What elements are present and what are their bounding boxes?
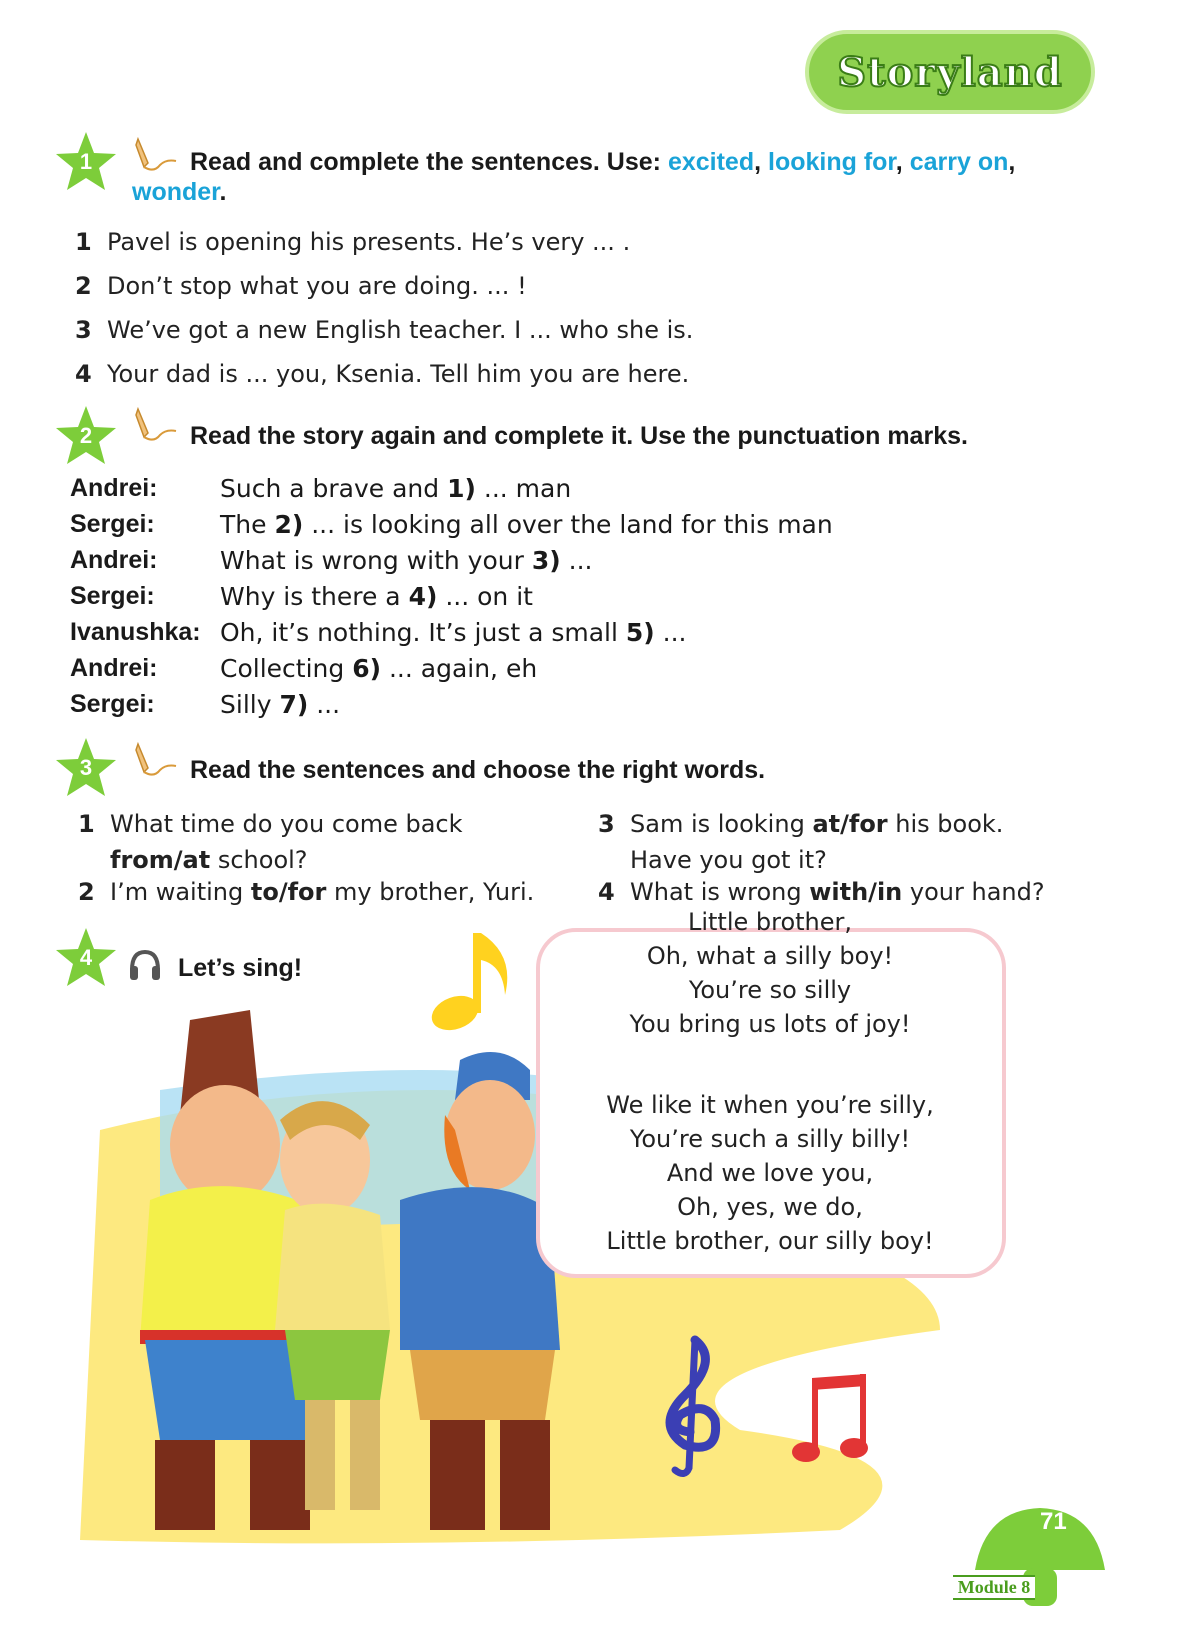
- headphones-icon: [128, 948, 162, 982]
- exercise-number: 4: [79, 945, 93, 970]
- characters-illustration: [60, 1000, 580, 1560]
- song-line: And we love you,: [666, 1159, 874, 1187]
- music-note-icon: [790, 1370, 880, 1470]
- exercise-number: 2: [79, 423, 93, 448]
- dialogue-line: Sergei: The 2) ... is looking all over the land for this man: [70, 510, 833, 539]
- word-wonder: wonder: [132, 178, 220, 206]
- exercise-2-star-icon: [54, 404, 118, 468]
- song-verse-1: [560, 905, 980, 1041]
- list-item: 1 What time do you come back from/at school?: [78, 810, 463, 874]
- song-line: Little brother, our silly boy!: [606, 1227, 934, 1255]
- storyland-badge: [805, 30, 1095, 114]
- song-line: You’re such a silly billy!: [629, 1125, 911, 1153]
- song-line: Oh, yes, we do,: [677, 1193, 863, 1221]
- exercise-2-instruction: Read the story again and complete it. Use the punctuation marks.: [190, 422, 968, 450]
- exercise-1-instruction-cont: wonder.: [132, 178, 227, 206]
- module-label: Module 8: [953, 1575, 1035, 1600]
- list-item: 1 Pavel is opening his presents. He’s very ... .: [75, 228, 631, 256]
- pen-icon: [130, 740, 180, 780]
- list-item: 2 Don’t stop what you are doing. ... !: [75, 272, 527, 300]
- list-item: 3 We’ve got a new English teacher. I ... who she is.: [75, 316, 694, 344]
- pen-icon: [130, 405, 180, 445]
- exercise-1-instruction: Read and complete the sentences. Use: excited, looking for, carry on,: [190, 148, 1016, 176]
- song-verse-2: [560, 1088, 980, 1258]
- exercise-number: 1: [79, 149, 93, 174]
- word-excited: excited: [667, 148, 755, 176]
- list-item: 4 Your dad is ... you, Ksenia. Tell him you are here.: [75, 360, 690, 388]
- word-looking-for: looking for: [768, 148, 896, 176]
- exercise-4-instruction: Let’s sing!: [178, 954, 303, 982]
- exercise-number: 3: [79, 755, 93, 780]
- section-title: Storyland: [837, 48, 1063, 96]
- dialogue-line: Sergei: Silly 7) ...: [70, 690, 341, 719]
- page-number: 71: [1040, 1508, 1067, 1535]
- dialogue-line: Andrei: Collecting 6) ... again, eh: [70, 654, 538, 683]
- exercise-3-instruction: Read the sentences and choose the right words.: [190, 756, 766, 784]
- song-line: Oh, what a silly boy!: [646, 942, 894, 970]
- treble-clef-icon: [645, 1330, 735, 1480]
- pen-icon: [130, 135, 180, 175]
- dialogue-line: Andrei: What is wrong with your 3) ...: [70, 546, 593, 575]
- dialogue-line: Sergei: Why is there a 4) ... on it: [70, 582, 533, 611]
- word-carry-on: carry on: [909, 148, 1009, 176]
- exercise-3-star-icon: [54, 736, 118, 800]
- song-line: We like it when you’re silly,: [606, 1091, 934, 1119]
- list-item: 4 What is wrong with/in your hand?: [598, 878, 1045, 906]
- list-item: 3 Sam is looking at/for his book. Have you got it?: [598, 810, 1004, 874]
- dialogue-line: Ivanushka: Oh, it’s nothing. It’s just a small 5) ...: [70, 618, 687, 647]
- song-line: Little brother,: [687, 908, 853, 936]
- song-line: You bring us lots of joy!: [629, 1010, 911, 1038]
- exercise-4-star-icon: [54, 926, 118, 990]
- exercise-1-star-icon: [54, 130, 118, 194]
- song-line: You’re so silly: [688, 976, 852, 1004]
- dialogue-line: Andrei: Such a brave and 1) ... man: [70, 474, 572, 503]
- list-item: 2 I’m waiting to/for my brother, Yuri.: [78, 878, 535, 906]
